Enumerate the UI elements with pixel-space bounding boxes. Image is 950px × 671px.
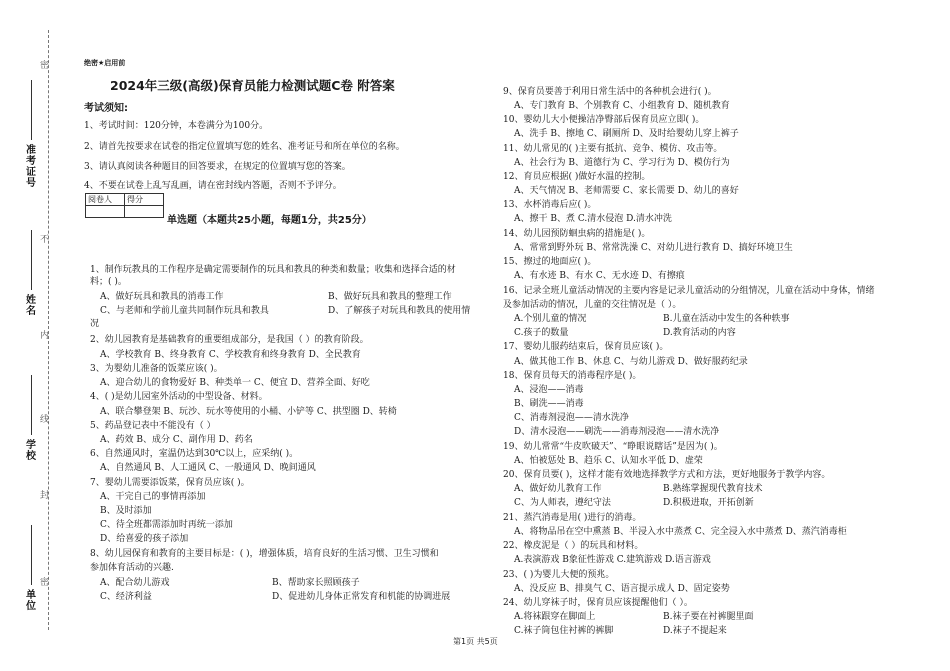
question-line: 13、水杯消毒后应( )。 (503, 200, 597, 210)
question-line: A.表演游戏 B象征性游戏 C.建筑游戏 D.语言游戏 (514, 555, 711, 565)
question-line: A、浸泡——消毒 (514, 385, 584, 395)
question-line: 12、育员应根据( )做好水温的控制。 (503, 172, 651, 182)
question-line: 3、为婴幼儿准备的饭菜应该( )。 (90, 364, 223, 374)
question-line: 9、保育员要善于利用日常生活中的各种机会进行( )。 (503, 87, 717, 97)
school-label: 学校 (26, 440, 36, 462)
question-line: 21、蒸汽消毒是用( )进行的消毒。 (503, 513, 642, 523)
exam-number-line (31, 80, 32, 140)
seal-tick: 密 (40, 61, 50, 71)
question-line: A、擦干 B、煮 C.清水侵泡 D.清水冲洗 (514, 214, 672, 224)
question-line: 20、保育员要( )，这样才能有效地选择教学方式和方法，更好地服务于教学内容。 (503, 470, 831, 480)
seal-tick: 线 (40, 415, 50, 425)
question-line: D、给喜爱的孩子添加 (100, 534, 189, 544)
seal-tick: 内 (40, 331, 50, 341)
question-line: A、联合攀登架 B、玩沙、玩水等使用的小桶、小铲等 C、拱型圈 D、转椅 (100, 407, 397, 417)
question-line: D、了解孩子对玩具和教具的使用情 (328, 306, 471, 316)
page-footer: 第1页 共5页 (453, 637, 498, 646)
question-line: D.袜子不提起来 (663, 626, 727, 636)
question-line: A、社会行为 B、道德行为 C、学习行为 D、模仿行为 (514, 158, 730, 168)
question-line: 1、制作玩教具的工作程序是确定需要制作的玩具和教具的种类和数量；收集和选择合适的材 (90, 265, 456, 275)
question-line: 4、( )是幼儿园室外活动的中型设备、材料。 (90, 392, 268, 402)
question-line: 及参加活动的情况，儿童的交往情况是（ ）。 (503, 300, 682, 310)
question-line: 16、记录全班儿童活动情况的主要内容是记录儿童活动的分组情况，儿童在活动中身体，情绪 (503, 286, 875, 296)
grader-blank (86, 206, 125, 218)
seal-tick: 密 (40, 578, 50, 588)
question-line: A、做好玩具和教具的消毒工作 (100, 292, 224, 302)
question-line: D、清水浸泡——刷洗——消毒剂浸泡——清水洗净 (514, 427, 720, 437)
question-line: D.积极进取，开拓创新 (663, 498, 754, 508)
question-line: 24、幼儿穿袜子时，保育员应该提醒他们（ ）。 (503, 598, 693, 608)
question-line: 14、幼儿园预防蛔虫病的措施是( )。 (503, 229, 651, 239)
unit-line (31, 525, 32, 585)
score-cell: 得分 (125, 194, 164, 206)
name-label: 姓名 (26, 295, 36, 317)
question-line: A、怕被惩处 B、趋乐 C、认知水平低 D、虚荣 (514, 456, 703, 466)
score-blank (125, 206, 164, 218)
notice-item: 4、不要在试卷上乱写乱画，请在密封线内答题，否则不予评分。 (84, 181, 342, 191)
question-line: 料；( )。 (90, 277, 127, 287)
question-line: B.袜子要在衬裤腿里面 (663, 612, 754, 622)
question-line: C、待全班都需添加时再统一添加 (100, 520, 233, 530)
question-line: D、促进幼儿身体正常发育和机能的协调进展 (272, 592, 451, 602)
question-line: C、消毒剂浸泡——清水洗净 (514, 413, 629, 423)
question-line: 6、自然通风时，室温仍达到30℃以上，应采纳( )。 (90, 449, 299, 459)
question-line: A、干完自己的事情再添加 (100, 492, 206, 502)
question-line: 10、婴幼儿大小便操洁净臀部后保育员应立即( )。 (503, 115, 705, 125)
question-line: 17、婴幼儿服药结束后，保育员应该( )。 (503, 342, 669, 352)
question-line: 参加体育活动的兴趣. (90, 563, 174, 573)
section-heading: 单选题（本题共25小题，每题1分，共25分） (167, 215, 372, 226)
unit-label: 单位 (26, 590, 36, 612)
question-line: 况 (90, 319, 100, 329)
question-line: A、天气情况 B、老师需要 C、家长需要 D、幼儿的喜好 (514, 186, 739, 196)
question-line: A、配合幼儿游戏 (100, 578, 170, 588)
question-line: B.儿童在活动中发生的各种轶事 (663, 314, 790, 324)
question-line: 5、药品登记表中不能没有（ ） (90, 421, 216, 431)
question-line: A、有水迹 B、有水 C、无水迹 D、有擦痕 (514, 271, 685, 281)
secret-mark: 绝密★启用前 (84, 59, 126, 67)
question-line: A、常常到野外玩 B、常常洗澡 C、对幼儿进行教育 D、搞好环境卫生 (514, 243, 793, 253)
question-line: A、做其他工作 B、休息 C、与幼儿游戏 D、做好服药纪录 (514, 357, 748, 367)
question-line: A、洗手 B、擦地 C、刷厕所 D、及时给婴幼儿穿上裤子 (514, 129, 739, 139)
question-line: A、学校教育 B、终身教育 C、学校教育和终身教育 D、全民教育 (100, 350, 361, 360)
question-line: 7、婴幼儿需要添饭菜，保育员应该( )。 (90, 478, 250, 488)
question-line: 15、擦过的地面应( )。 (503, 257, 597, 267)
question-line: 19、幼儿常常“牛皮吹破天”、“睁眼说瞎话”是因为( )。 (503, 442, 723, 452)
question-line: C、与老师和学前儿童共同制作玩具和教具 (100, 306, 269, 316)
question-line: A、自然通风 B、人工通风 C、一般通风 D、晚间通风 (100, 463, 316, 473)
question-line: 23、( )为婴儿大便的预兆。 (503, 570, 615, 580)
question-line: B.熟练掌握现代教育技术 (663, 484, 763, 494)
question-line: C.孩子的数量 (514, 328, 569, 338)
question-line: A.将袜跟穿在脚面上 (514, 612, 596, 622)
question-line: 18、保育员每天的消毒程序是( )。 (503, 371, 642, 381)
question-line: A、专门教育 B、个别教育 C、小组教育 D、随机教育 (514, 101, 730, 111)
question-line: A、将物品吊在空中熏蒸 B、半浸入水中蒸煮 C、完全浸入水中蒸煮 D、蒸汽消毒柜 (514, 527, 847, 537)
notice-item: 1、考试时间：120分钟，本卷满分为100分。 (84, 121, 269, 131)
question-line: A、做好幼儿教育工作 (514, 484, 602, 494)
question-line: A、药效 B、成分 C、副作用 D、药名 (100, 435, 253, 445)
question-line: C、为人师表，遵纪守法 (514, 498, 611, 508)
question-line: B、做好玩具和教具的整理工作 (328, 292, 452, 302)
question-line: A.个别儿童的情况 (514, 314, 587, 324)
seal-tick: 不 (40, 235, 50, 245)
score-table (85, 193, 164, 218)
question-line: 22、橡皮泥是（ ）的玩具和材料。 (503, 541, 644, 551)
page-title: 2024年三级(高级)保育员能力检测试题C卷 附答案 (110, 78, 395, 93)
question-line: C、经济利益 (100, 592, 152, 602)
notice-item: 3、请认真阅读各种题目的回答要求，在规定的位置填写您的答案。 (84, 162, 351, 172)
grader-cell: 阅卷人 (86, 194, 125, 206)
question-line: B、帮助家长照顾孩子 (272, 578, 360, 588)
notice-item: 2、请首先按要求在试卷的指定位置填写您的姓名、准考证号和所在单位的名称。 (84, 142, 405, 152)
question-line: B、及时添加 (100, 506, 152, 516)
question-line: 11、幼儿常见的( )主要有抵抗、竞争、模仿、攻击等。 (503, 144, 723, 154)
question-line: B、刷洗——消毒 (514, 399, 584, 409)
seal-tick: 封 (40, 491, 50, 501)
question-line: 8、幼儿园保育和教育的主要目标是：( )，增强体质，培育良好的生活习惯、卫生习惯和 (90, 549, 439, 559)
school-line (31, 375, 32, 435)
binding-strip (0, 0, 62, 671)
question-line: A、没反应 B、排臭气 C、语言提示成人 D、固定姿势 (514, 584, 730, 594)
question-line: D.教育活动的内容 (663, 328, 736, 338)
question-line: 2、幼儿园教育是基础教育的重要组成部分，是我国（ ）的教育阶段。 (90, 335, 369, 345)
question-line: A、迎合幼儿的食物爱好 B、种类单一 C、便宜 D、营养全面、好吃 (100, 378, 370, 388)
question-line: C.袜子筒包住衬裤的裤脚 (514, 626, 614, 636)
exam-number-label: 准考证号 (26, 145, 36, 189)
name-line (31, 230, 32, 290)
notice-heading: 考试须知: (84, 103, 128, 114)
